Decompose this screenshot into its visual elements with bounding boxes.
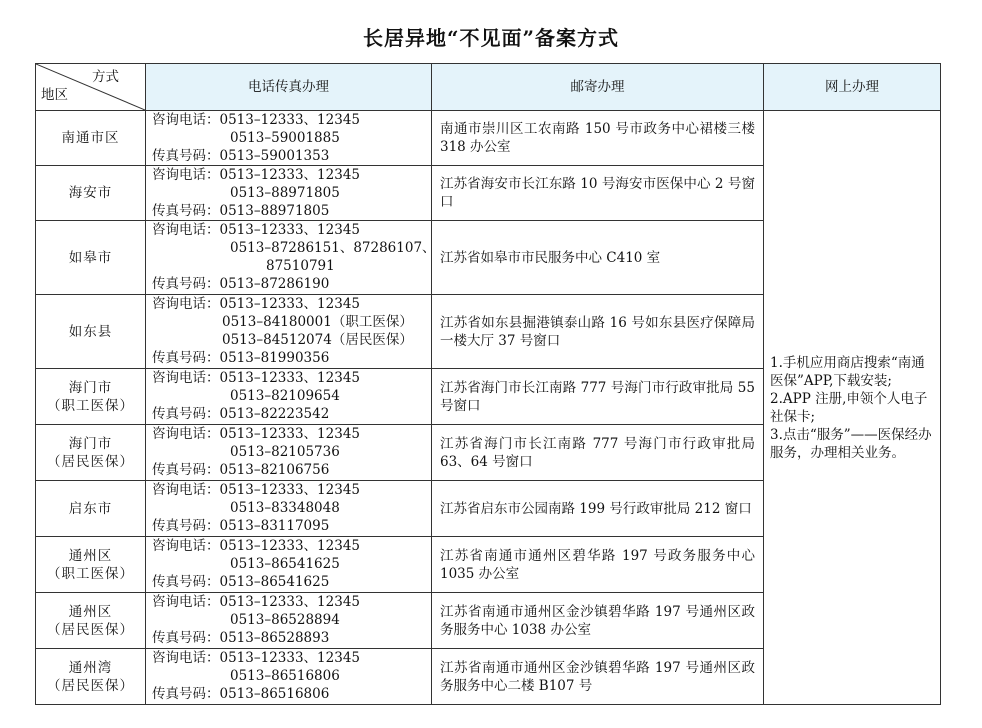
region-name: 海门市: [68, 435, 113, 452]
corner-region-label: 地区: [41, 87, 68, 103]
region-cell: [36, 537, 146, 593]
online-step: 2.APP 注册,申领个人电子社保卡;: [770, 390, 928, 425]
online-step: 3.点击“服务”——医保经办服务，办理相关业务。: [770, 426, 932, 461]
region-name: 如东县: [68, 323, 113, 340]
phone-line: 咨询电话：0513–12333、12345: [152, 167, 360, 183]
phone-line: 咨询电话：0513–12333、12345: [152, 426, 360, 442]
region-name: 南通市区: [61, 130, 120, 146]
phone-line: 0513–88971805: [230, 185, 340, 201]
phone-line: 0513–86516806: [230, 668, 340, 684]
phone-line: 传真号码：0513–86528893: [152, 630, 330, 646]
phone-line: 咨询电话：0513–12333、12345: [152, 222, 360, 238]
region-name: 通州湾: [68, 659, 113, 676]
phone-line: 传真号码：0513–82223542: [152, 406, 330, 422]
phone-line: 传真号码：0513–83117095: [152, 518, 330, 534]
region-name: （职工医保）: [47, 397, 134, 414]
phone-line: 咨询电话：0513–12333、12345: [152, 538, 360, 554]
phone-line: 传真号码：0513–59001353: [152, 148, 330, 164]
region-name: 如皋市: [68, 249, 113, 266]
mail-address-cell: 江苏省南通市通州区金沙镇碧华路 197 号通州区政务服务中心二楼 B107 号: [432, 649, 764, 705]
phone-fax-cell: [146, 481, 432, 537]
mail-address-cell: 江苏省海门市长江南路 777 号海门市行政审批局 63、64 号窗口: [432, 425, 764, 481]
region-name: （居民医保）: [47, 621, 134, 638]
phone-fax-cell: [146, 166, 432, 221]
phone-line: 0513–86528894: [230, 612, 340, 628]
phone-line: 0513–84180001（职工医保）: [222, 314, 413, 330]
phone-line: 咨询电话：0513–12333、12345: [152, 482, 360, 498]
corner-header-cell: [36, 64, 146, 111]
phone-line: 咨询电话：0513–12333、12345: [152, 296, 360, 312]
region-cell: [36, 111, 146, 166]
phone-line: 0513–83348048: [230, 500, 340, 516]
phone-fax-cell: [146, 295, 432, 369]
phone-fax-cell: [146, 111, 432, 166]
phone-fax-cell: [146, 649, 432, 705]
mail-address-cell: 江苏省南通市通州区碧华路 197 号政务服务中心 1035 办公室: [432, 537, 764, 593]
phone-fax-cell: [146, 593, 432, 649]
phone-line: 咨询电话：0513–12333、12345: [152, 650, 360, 666]
phone-line: 传真号码：0513–82106756: [152, 462, 330, 478]
mail-address-cell: 江苏省南通市通州区金沙镇碧华路 197 号通州区政务服务中心 1038 办公室: [432, 593, 764, 649]
mail-address-cell: 江苏省如皋市市民服务中心 C410 室: [432, 221, 764, 295]
region-name: 通州区: [68, 603, 113, 620]
phone-line: 传真号码：0513–88971805: [152, 203, 330, 219]
mail-address-cell: 江苏省海门市长江南路 777 号海门市行政审批局 55 号窗口: [432, 369, 764, 425]
region-cell: [36, 593, 146, 649]
region-name: 海安市: [68, 185, 113, 201]
phone-line: 0513–82109654: [230, 388, 340, 404]
region-cell: [36, 166, 146, 221]
phone-line: 0513–87286151、87286107、: [230, 240, 436, 256]
header-mail: 邮寄办理: [432, 64, 764, 111]
phone-line: 0513–59001885: [230, 130, 340, 146]
phone-line: 87510791: [266, 258, 335, 274]
filing-methods-table: [35, 63, 941, 705]
phone-line: 咨询电话：0513–12333、12345: [152, 594, 360, 610]
phone-line: 传真号码：0513–86516806: [152, 686, 330, 702]
mail-address-cell: 江苏省启东市公园南路 199 号行政审批局 212 窗口: [432, 481, 764, 537]
region-cell: [36, 649, 146, 705]
header-phone: 电话传真办理: [146, 64, 432, 111]
phone-fax-cell: [146, 221, 436, 295]
phone-fax-cell: [146, 369, 432, 425]
online-step: 1.手机应用商店搜索“南通医保”APP,下载安装;: [770, 354, 925, 389]
region-cell: [36, 481, 146, 537]
online-steps-cell: [764, 111, 941, 705]
phone-fax-cell: [146, 425, 432, 481]
phone-line: 0513–84512074（居民医保）: [222, 332, 413, 348]
phone-line: 0513–82105736: [230, 444, 340, 460]
corner-method-label: 方式: [92, 69, 119, 85]
phone-fax-cell: [146, 537, 432, 593]
mail-address-cell: 江苏省海安市长江东路 10 号海安市医保中心 2 号窗口: [432, 166, 764, 221]
region-name: 海门市: [68, 379, 113, 396]
table-header-row: [36, 64, 941, 111]
region-name: （职工医保）: [47, 565, 134, 582]
phone-line: 咨询电话：0513–12333、12345: [152, 370, 360, 386]
header-online: 网上办理: [764, 64, 941, 111]
mail-address-cell: 江苏省如东县掘港镇泰山路 16 号如东县医疗保障局一楼大厅 37 号窗口: [432, 295, 764, 369]
phone-line: 传真号码：0513–81990356: [152, 350, 330, 366]
mail-address-cell: 南通市崇川区工农南路 150 号市政务中心裙楼三楼 318 办公室: [432, 111, 764, 166]
phone-line: 咨询电话：0513–12333、12345: [152, 112, 360, 128]
region-name: 启东市: [68, 500, 113, 517]
region-cell: [36, 295, 146, 369]
region-cell: [36, 369, 146, 425]
phone-line: 传真号码：0513–87286190: [152, 276, 330, 292]
region-name: （居民医保）: [47, 453, 134, 470]
phone-line: 传真号码：0513–86541625: [152, 574, 330, 590]
page-title: 长居异地“不见面”备案方式: [362, 26, 619, 50]
phone-line: 0513–86541625: [230, 556, 340, 572]
region-cell: [36, 221, 146, 295]
table-row: [36, 111, 941, 166]
region-cell: [36, 425, 146, 481]
region-name: （居民医保）: [47, 677, 134, 694]
region-name: 通州区: [68, 547, 113, 564]
